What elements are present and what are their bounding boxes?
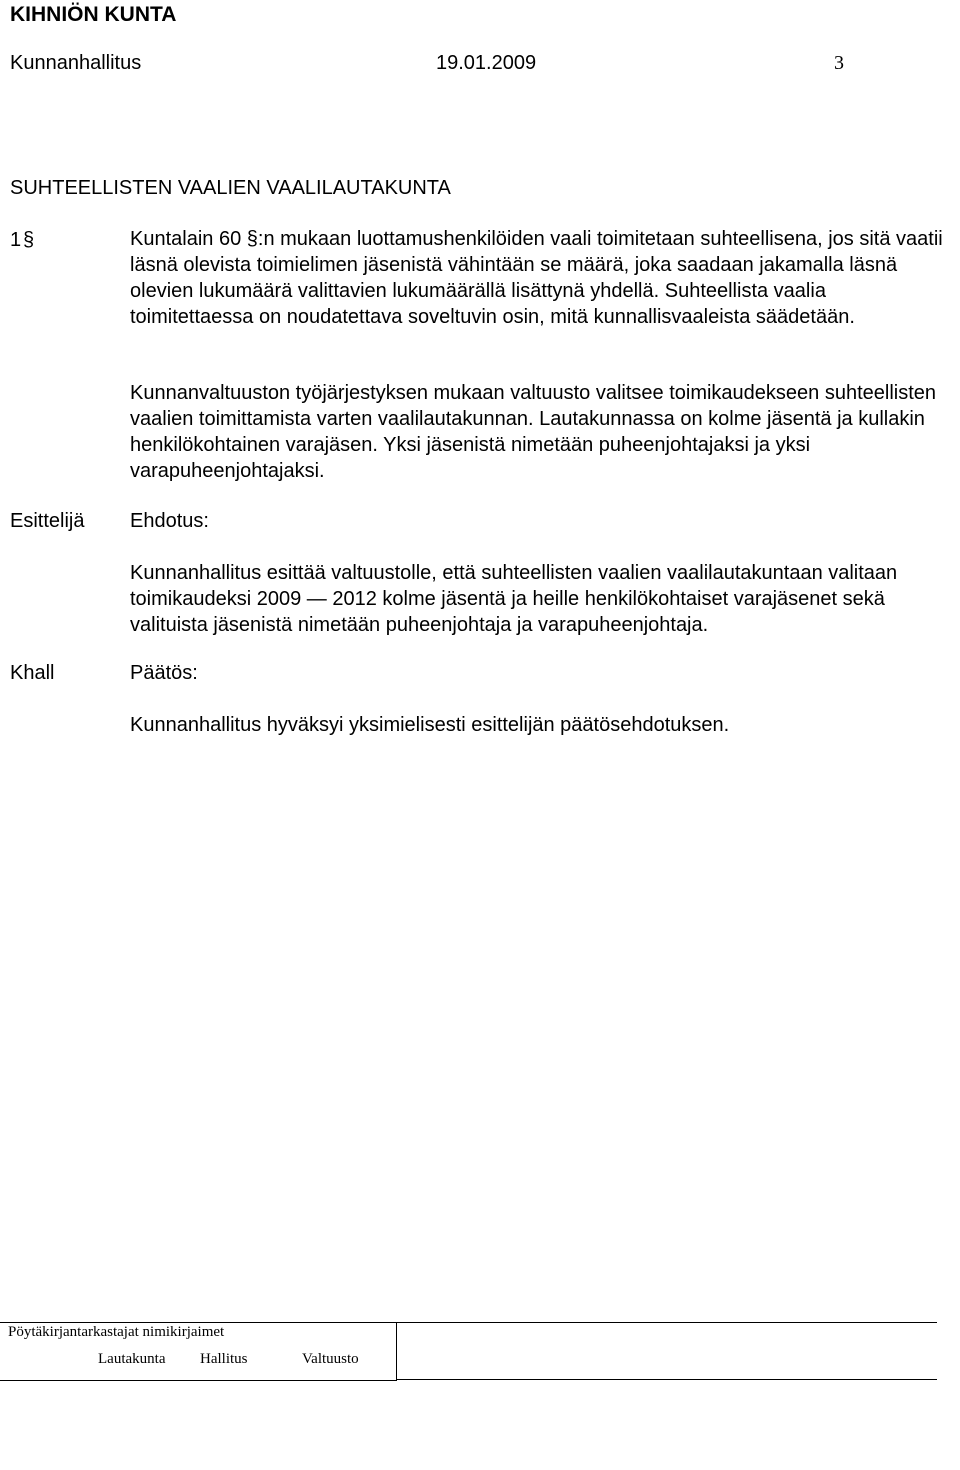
decision-body-label: Khall — [10, 662, 55, 684]
decision-label: Päätös: — [130, 662, 198, 684]
signature-title: Pöytäkirjantarkastajat nimikirjaimet — [8, 1324, 225, 1340]
board-name: Kunnanhallitus — [10, 52, 142, 74]
section-paragraph-2: Kunnanvaltuuston työjärjestyksen mukaan valtuusto valitsee toimikaudekseen suhteellisten vaalien toimittamista varten vaalilautakunnan. Lautakunnassa on kolme jäsentä ja kullakin henkilökohtainen varajäsen. Yksi jäsenistä nimetään puheenjohtajaksi ja yksi varapuheenjohtajaksi. — [130, 382, 937, 482]
section-symbol: § — [23, 229, 35, 251]
signature-column-hallitus: Hallitus — [200, 1351, 248, 1367]
signature-column-valtuusto: Valtuusto — [302, 1351, 359, 1367]
page-number: 3 — [834, 52, 844, 74]
organization-name: KIHNIÖN KUNTA — [10, 3, 177, 26]
meeting-date: 19.01.2009 — [436, 52, 537, 74]
section-number: 1 — [10, 229, 22, 251]
signature-column-lautakunta: Lautakunta — [98, 1351, 166, 1367]
proposal-text: Kunnanhallitus esittää valtuustolle, että suhteellisten vaalien vaalilautakuntaan valitaan toimikaudeksi 2009 — 2012 kolme jäsentä ja heille henkilökohtaiset varajäsenet sekä valituista jäsenistä nimetään puheenjohtaja ja varapuheenjohtaja. — [130, 562, 898, 636]
proposal-label: Ehdotus: — [130, 510, 209, 532]
presenter-label: Esittelijä — [10, 510, 85, 532]
section-title: SUHTEELLISTEN VAALIEN VAALILAUTAKUNTA — [10, 177, 451, 199]
decision-text: Kunnanhallitus hyväksyi yksimielisesti esittelijän päätösehdotuksen. — [130, 714, 730, 736]
footer-bottom-rule — [397, 1379, 937, 1380]
section-paragraph-1: Kuntalain 60 §:n mukaan luottamushenkilöiden vaali toimitetaan suhteellisena, jos sitä vaatii läsnä olevista toimielimen jäsenistä vähintään se määrä, joka saadaan jakamalla läsnä olevien lukumäärä valittavien lukumäärällä lisättynä yhdellä. Suhteellista vaalia toimitettaessa on noudatettava soveltuvin osin, mitä kunnallisvaaleista säädetään. — [130, 228, 943, 328]
